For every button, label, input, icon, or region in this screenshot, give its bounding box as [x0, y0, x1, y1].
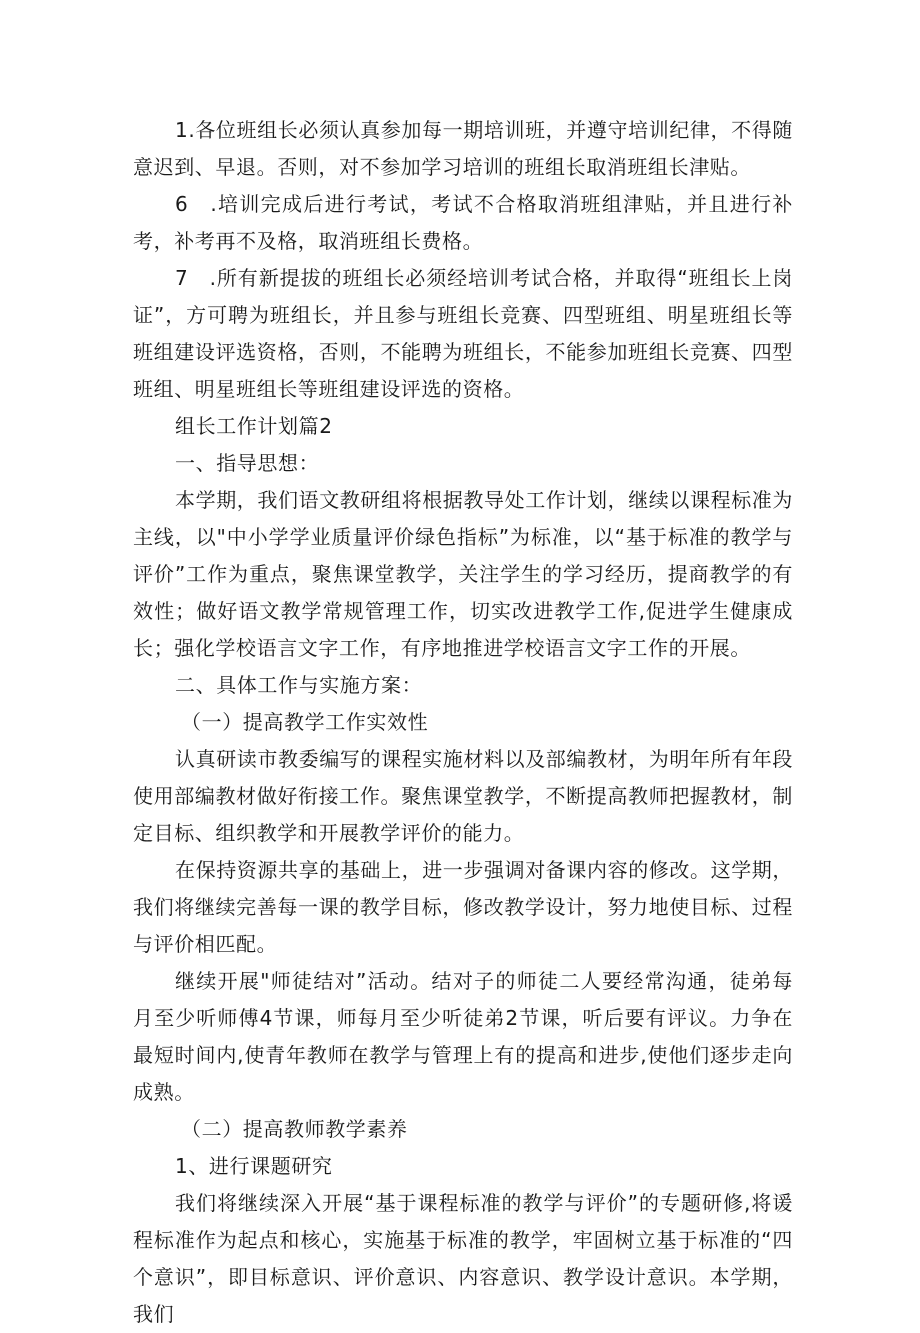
- heading-guiding-ideology: 一、指导思想：: [175, 451, 320, 475]
- paragraph-semester-plan: 本学期，我们语文教研组将根据教导处工作计划，继续以课程标准为主线，以"中小学学业质量评价绿色指标”为标准，以“基于标准的教学与评价”工作为重点，聚焦课堂教学，关注学生的学习经历，提商教学的有效性；做好语文教学常规管理工作，切实改进教学工作,促进学生健康成长；强化学校语言文字工作，有序地推进学校语言文字工作的开展。: [133, 488, 793, 660]
- paragraph-resource-sharing: 在保持资源共享的基础上，进一步强调对备课内容的修改。这学期，我们将继续完善每一课的教学目标，修改教学设计，努力地使目标、过程与评价相匹配。: [133, 858, 793, 956]
- heading-specific-work: 二、具体工作与实施方案：: [175, 673, 423, 697]
- paragraph-mentoring: 继续开展"师徒结对”活动。结对子的师徒二人要经常沟通，徒弟每月至少听师傅4节课，师每月至少听徒弟2节课，听后要有评议。力争在最短时间内,使青年教师在教学与管理上有的提高和进步,使他们逐步走向成熟。: [133, 969, 793, 1104]
- heading-topic-research: 1、进行课题研究: [175, 1154, 333, 1178]
- paragraph-training-exam: 6 .培训完成后进行考试，考试不合格取消班组津贴，并且进行补考，补考再不及格，取消班组长费格。: [133, 192, 793, 253]
- subheading-teacher-quality: （二）提高教师教学素养: [181, 1117, 408, 1141]
- paragraph-curriculum-research: 我们将继续深入开展“基于课程标准的教学与评价”的专题研修,将谖程标准作为起点和核心，实施基于标准的教学，牢固树立基于标准的“四个意识”，即目标意识、评价意识、内容意识、教学设计意识。本学期，我们: [133, 1191, 793, 1326]
- paragraph-textbook-study: 认真研读市教委编写的课程实施材料以及部编教材，为明年所有年段使用部编教材做好衔接工作。聚焦课堂教学，不断提高教师把握教材，制定目标、组织教学和开展教学评价的能力。: [133, 747, 793, 845]
- paragraph-new-leader-certificate: 7 .所有新提拔的班组长必须经培训考试合格，并取得“班组长上岗证”，方可聘为班组长，并且参与班组长竞赛、四型班组、明星班组长等班组建设评选资格，否则，不能聘为班组长，不能参加班组长竞赛、四型班组、明星班组长等班组建设评选的资格。: [133, 266, 793, 401]
- subheading-teaching-effectiveness: （一）提高教学工作实效性: [181, 710, 429, 734]
- document-body: [133, 112, 793, 1333]
- paragraph-training-attendance: 1.各位班组长必须认真参加每一期培训班，并遵守培训纪律，不得随意迟到、早退。否则，对不参加学习培训的班组长取消班组长津贴。: [133, 118, 793, 179]
- section-title-plan-2: 组长工作计划篇2: [175, 414, 333, 438]
